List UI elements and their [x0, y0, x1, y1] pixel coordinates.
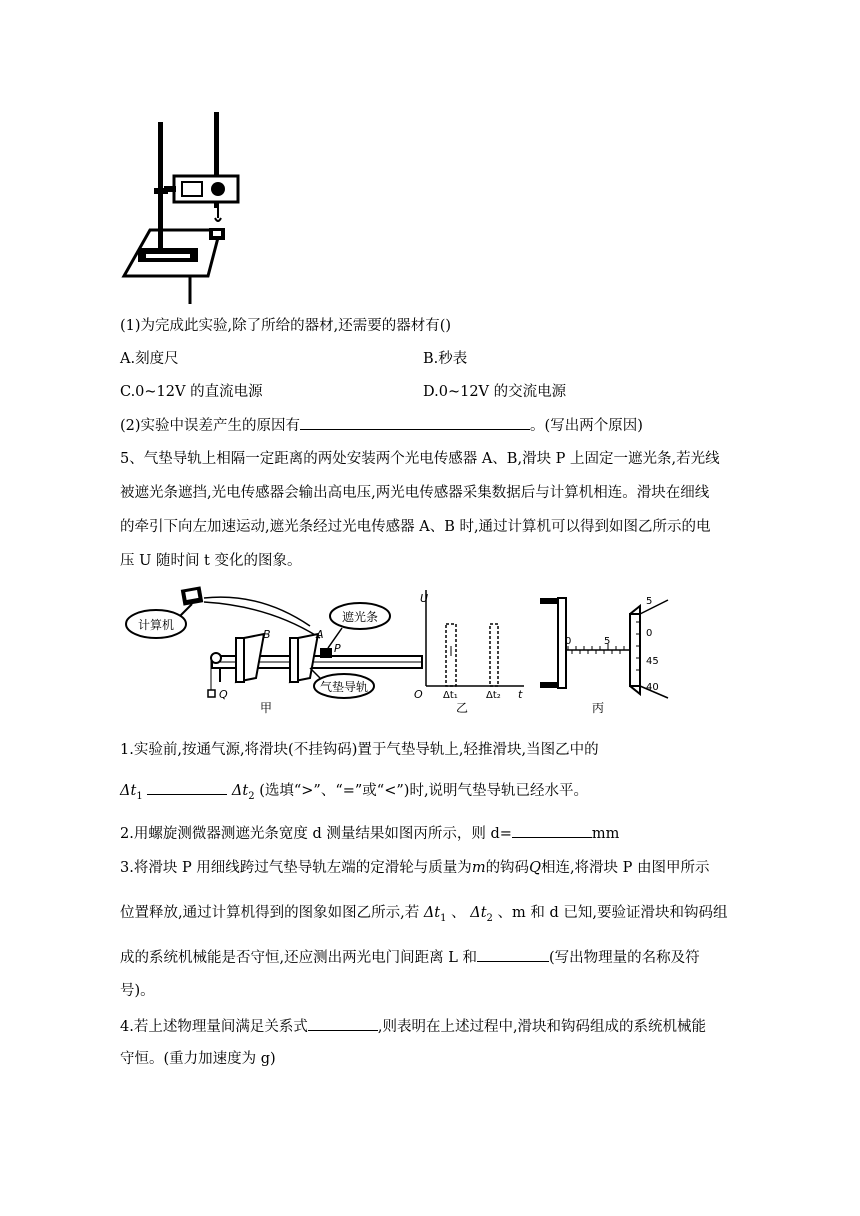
- s4-line1: [120, 1016, 706, 1037]
- option-b: B.秒表: [423, 351, 468, 367]
- s3-line2-c: 、m 和 d 已知,要验证滑块和钩码组: [497, 905, 728, 921]
- gate-b-label: B: [263, 628, 271, 641]
- thimble-45-label: 45: [646, 656, 659, 667]
- s3-text-c: 相连,将滑块 P 由图甲所示: [540, 860, 710, 876]
- q5-intro-3: 的牵引下向左加速运动,遮光条经过光电传感器 A、B 时,通过计算机可以得到如图乙所示的电: [120, 519, 711, 535]
- sleeve-5-label: 5: [604, 636, 611, 647]
- s3-line2: [120, 903, 728, 929]
- q5-intro-4: 压 U 随时间 t 变化的图象。: [120, 553, 302, 569]
- s3-dt1-symbol: Δt: [423, 905, 441, 921]
- option-a: A.刻度尺: [120, 351, 179, 367]
- origin-label: O: [414, 688, 423, 701]
- s2-line: [120, 823, 619, 844]
- stand-apparatus-figure: [120, 108, 240, 304]
- s3-dt1-subscript: 1: [440, 912, 447, 924]
- dt1-symbol: Δt: [120, 783, 137, 799]
- s1-line2: [120, 780, 588, 807]
- option-d: D.0~12V 的交流电源: [423, 384, 567, 400]
- quantity-blank[interactable]: [477, 947, 549, 962]
- s3-line4: 号)。: [120, 983, 155, 999]
- s3-line1: [120, 858, 710, 878]
- thimble-5-label: 5: [646, 596, 653, 607]
- rail-label: 气垫导轨: [319, 680, 369, 694]
- relation-blank[interactable]: [308, 1016, 378, 1031]
- q5-intro-1: 5、气垫导轨上相隔一定距离的两处安装两个光电传感器 A、B,滑块 P 上固定一遮光条,若光线: [120, 451, 720, 467]
- s3-line3-b: (写出物理量的名称及符: [548, 950, 700, 966]
- s3-dt2-symbol: Δt: [470, 905, 487, 921]
- air-track-figure: [120, 586, 680, 720]
- s3-line2-b: 、: [451, 905, 466, 921]
- s3-line3: [120, 947, 700, 968]
- dt2-label: Δt₂: [486, 690, 501, 701]
- dt1-subscript: 1: [136, 790, 143, 802]
- option-c: C.0~12V 的直流电源: [120, 384, 263, 400]
- s1-line1: 1.实验前,按通气源,将滑块(不挂钩码)置于气垫导轨上,轻推滑块,当图乙中的: [120, 742, 599, 758]
- comparison-blank[interactable]: [147, 780, 227, 795]
- s4-text-a: 4.若上述物理量间满足关系式: [120, 1019, 308, 1035]
- fig-yi-caption: 乙: [455, 701, 469, 715]
- s2-unit: mm: [591, 826, 620, 842]
- computer-label: 计算机: [137, 618, 175, 632]
- s4-text-b: ,则表明在上述过程中,滑块和钩码组成的系统机械能: [377, 1019, 707, 1035]
- s3-dt2-subscript: 2: [486, 912, 493, 924]
- strip-label: 遮光条: [341, 610, 379, 624]
- dt1-label: Δt₁: [443, 690, 458, 701]
- axis-u-label: U: [420, 592, 429, 605]
- thimble-40-label: 40: [646, 682, 659, 693]
- gate-a-label: A: [316, 628, 324, 641]
- dt2-subscript: 2: [248, 790, 255, 802]
- s1-tail: (选填“>”、“=”或“<”)时,说明气垫导轨已经水平。: [259, 783, 589, 799]
- q2-suffix: 。(写出两个原因): [530, 418, 643, 434]
- thimble-0-label: 0: [646, 628, 653, 639]
- mass-m-symbol: m: [471, 860, 486, 876]
- s3-text-a: 3.将滑块 P 用细线跨过气垫导轨左端的定滑轮与质量为: [120, 860, 472, 876]
- axis-t-label: t: [518, 688, 523, 701]
- s3-text-b: 的钩码: [485, 860, 530, 876]
- q5-intro-2: 被遮光条遮挡,光电传感器会输出高电压,两光电传感器采集数据后与计算机相连。滑块在细线: [120, 485, 710, 501]
- q2-answer-blank[interactable]: [300, 415, 530, 430]
- dt2-symbol: Δt: [231, 783, 249, 799]
- q1-stem: (1)为完成此实验,除了所给的器材,还需要的器材有(): [120, 318, 452, 334]
- s3-line3-a: 成的系统机械能是否守恒,还应测出两光电门间距离 L 和: [120, 950, 477, 966]
- weight-q-label: Q: [219, 688, 228, 701]
- q2-line: [120, 415, 643, 436]
- width-d-blank[interactable]: [512, 823, 592, 838]
- fig-bing-caption: 丙: [591, 701, 605, 715]
- q2-prefix: (2)实验中误差产生的原因有: [120, 418, 301, 434]
- s3-line2-a: 位置释放,通过计算机得到的图象如图乙所示,若: [120, 905, 420, 921]
- sleeve-0-label: 0: [565, 636, 572, 647]
- slider-p-label: P: [334, 642, 341, 655]
- s2-prefix: 2.用螺旋测微器测遮光条宽度 d 测量结果如图丙所示，则 d=: [120, 826, 512, 842]
- fig-jia-caption: 甲: [259, 701, 273, 715]
- weight-q-symbol: Q: [529, 860, 541, 876]
- s4-line2: 守恒。(重力加速度为 g): [120, 1051, 276, 1067]
